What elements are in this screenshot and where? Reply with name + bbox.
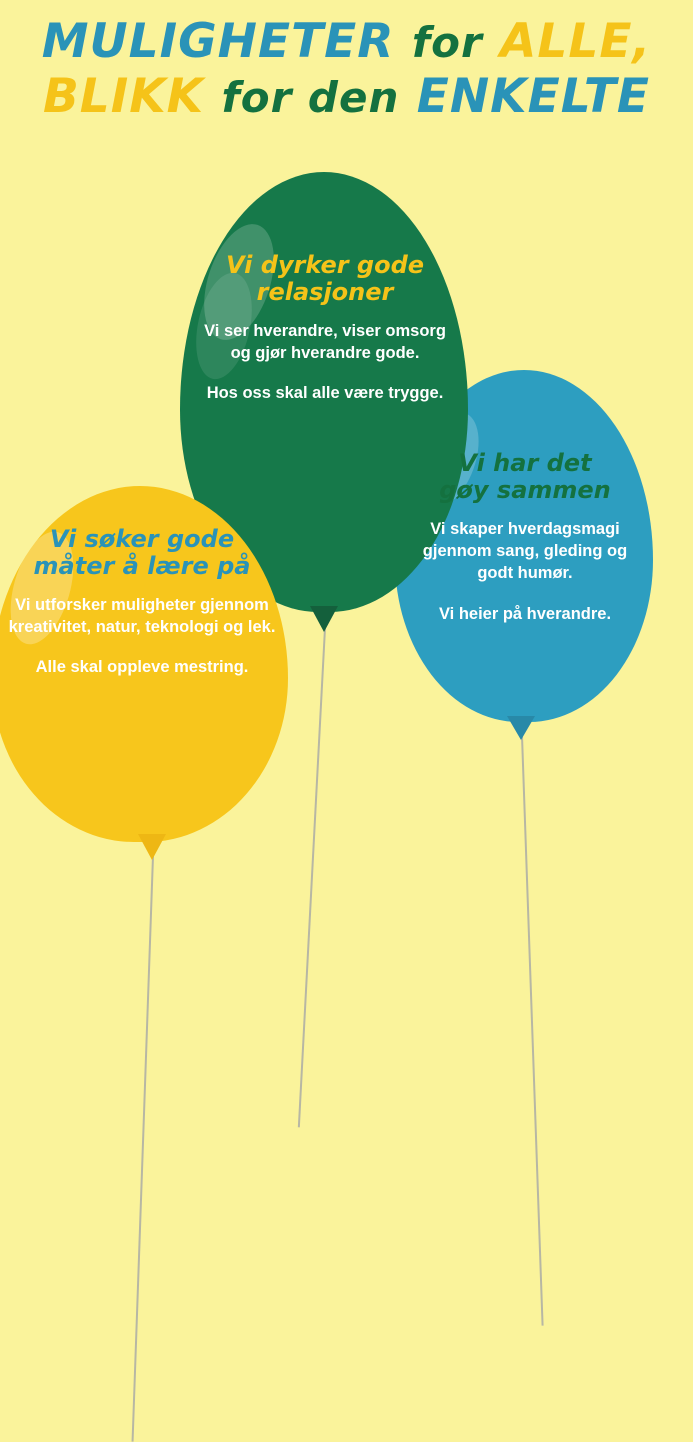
title-word-blikk: BLIKK bbox=[42, 69, 205, 124]
balloon-body-text-green-2: Hos oss skal alle være trygge. bbox=[206, 384, 444, 403]
balloon-heading-yellow bbox=[8, 526, 276, 580]
balloon-text-blue bbox=[404, 450, 646, 625]
balloon-body-text-yellow-2: Alle skal oppleve mestring. bbox=[35, 658, 249, 677]
balloon-body-text-blue-2: Vi heier på hverandre. bbox=[438, 604, 612, 623]
balloon-heading-green-line1: Vi dyrker gode bbox=[225, 251, 425, 279]
title-word-enkelte: ENKELTE bbox=[416, 69, 651, 124]
title-word-muligheter: MULIGHETER bbox=[41, 14, 395, 69]
balloon-heading-blue-line2: gøy sammen bbox=[439, 475, 611, 504]
balloon-heading-blue-line1: Vi har det bbox=[458, 449, 592, 477]
balloon-string-blue bbox=[521, 736, 544, 1326]
balloon-string-green bbox=[298, 628, 326, 1127]
balloon-text-yellow bbox=[8, 526, 276, 679]
balloon-heading-yellow-line2: måter å lære på bbox=[33, 551, 251, 580]
balloon-heading-yellow-line1: Vi søker gode bbox=[49, 525, 235, 553]
balloon-knot-green bbox=[310, 606, 338, 632]
balloon-knot-blue bbox=[507, 716, 535, 740]
balloon-heading-green bbox=[196, 252, 454, 306]
title-word-for: for bbox=[411, 18, 483, 67]
title-word-alle: ALLE, bbox=[500, 14, 652, 69]
balloon-heading-green-line2: relasjoner bbox=[256, 277, 394, 306]
balloon-heading-blue bbox=[404, 450, 646, 504]
balloon-body-text-yellow-1: Vi utforsker muligheter gjennom kreativitet, natur, teknologi og lek. bbox=[8, 595, 276, 637]
balloon-knot-yellow bbox=[138, 834, 166, 860]
balloon-text-green bbox=[196, 252, 454, 405]
title-line-1 bbox=[0, 14, 693, 69]
balloon-string-yellow bbox=[132, 856, 154, 1442]
title-line-2 bbox=[0, 69, 693, 124]
balloon-body-text-blue-1: Vi skaper hverdagsmagi gjennom sang, gleding og godt humør. bbox=[422, 519, 628, 583]
balloon-body-text-green-1: Vi ser hverandre, viser omsorg og gjør hverandre gode. bbox=[204, 321, 446, 363]
title-word-for-den: for den bbox=[221, 73, 400, 122]
page-title bbox=[0, 14, 693, 124]
